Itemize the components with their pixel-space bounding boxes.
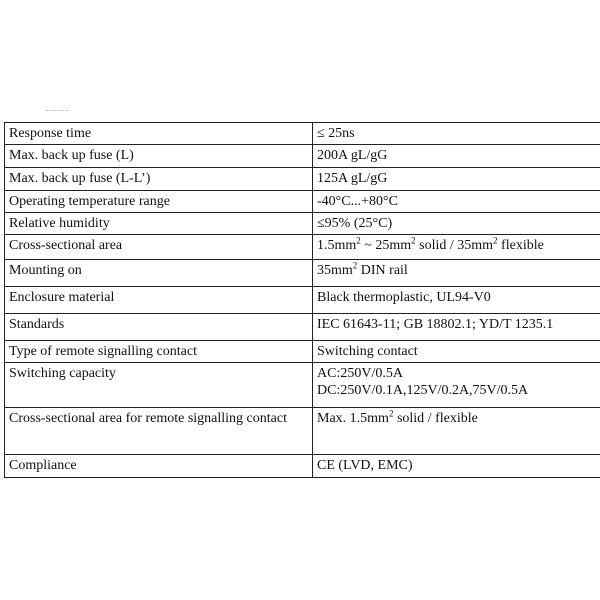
- value-line: DC:250V/0.1A,125V/0.2A,75V/0.5A: [317, 383, 529, 398]
- row-label: Standards: [5, 314, 313, 341]
- table-row: [5, 213, 600, 235]
- scan-artifact: [46, 110, 68, 121]
- table-row: [5, 363, 600, 408]
- row-value: [313, 363, 600, 408]
- table-row: [5, 191, 600, 213]
- row-label: Max. back up fuse (L-L’): [5, 168, 313, 191]
- row-label: Cross-sectional area: [5, 235, 313, 260]
- row-value: IEC 61643-11; GB 18802.1; YD/T 1235.1: [313, 314, 600, 341]
- row-label: Switching capacity: [5, 363, 313, 408]
- row-value: ≤ 25ns: [313, 123, 600, 145]
- table-row: [5, 145, 600, 168]
- row-value: Switching contact: [313, 341, 600, 363]
- row-value: $35mm^2$ DIN rail: [313, 260, 600, 287]
- table-row: [5, 260, 600, 287]
- row-label: Operating temperature range: [5, 191, 313, 213]
- row-value: $1.5mm^2$ ~ $25mm^2$ solid / $35mm^2$ flexible: [313, 235, 600, 260]
- row-value: CE (LVD, EMC): [313, 455, 600, 478]
- row-label: Relative humidity: [5, 213, 313, 235]
- row-value: 200A gL/gG: [313, 145, 600, 168]
- row-label: Mounting on: [5, 260, 313, 287]
- row-value: Max. $1.5mm^2$ solid / flexible: [313, 408, 600, 455]
- row-label: Enclosure material: [5, 287, 313, 314]
- row-label: Cross-sectional area for remote signalling contact: [5, 408, 313, 455]
- row-value: Black thermoplastic, UL94-V0: [313, 287, 600, 314]
- value-line: AC:250V/0.5A: [317, 366, 403, 381]
- table-row: [5, 455, 600, 478]
- table-row: [5, 123, 600, 145]
- specification-table: [4, 122, 600, 478]
- row-value: 125A gL/gG: [313, 168, 600, 191]
- row-label: Type of remote signalling contact: [5, 341, 313, 363]
- table-row: [5, 314, 600, 341]
- table-row: [5, 168, 600, 191]
- row-value: -40°C...+80°C: [313, 191, 600, 213]
- table-row: [5, 287, 600, 314]
- row-label: Max. back up fuse (L): [5, 145, 313, 168]
- row-value: ≤95% (25°C): [313, 213, 600, 235]
- row-label: Response time: [5, 123, 313, 145]
- row-label: Compliance: [5, 455, 313, 478]
- table-row: [5, 235, 600, 260]
- table-row: [5, 341, 600, 363]
- table-row: [5, 408, 600, 455]
